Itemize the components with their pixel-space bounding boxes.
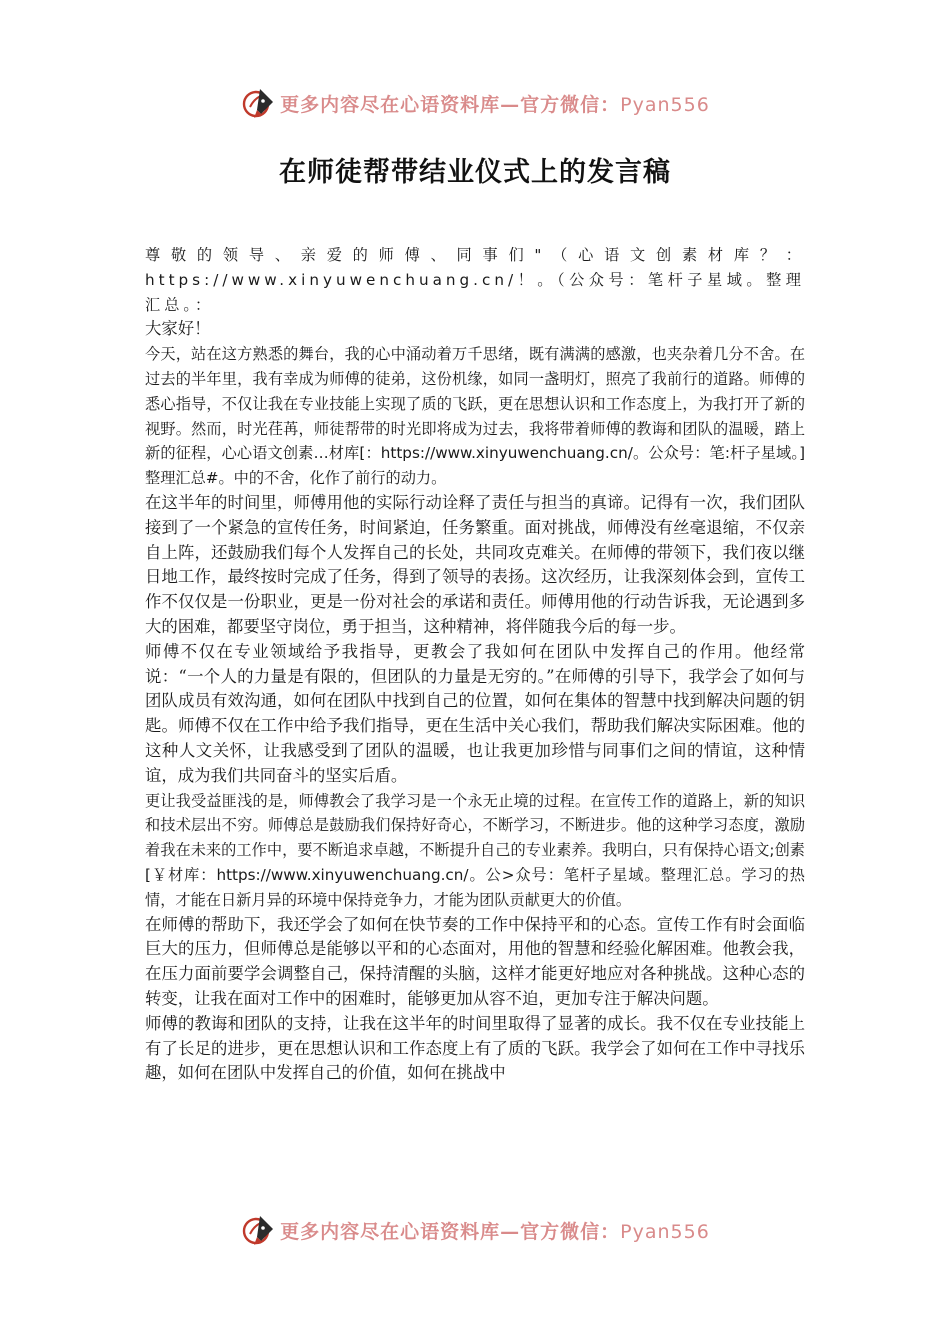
paragraph: 师傅不仅在专业领域给予我指导，更教会了我如何在团队中发挥自己的作用。他经常说：“一个人的力量是有限的，但团队的力量是无穷的。”在师傅的引导下，我学会了如何与团队成员有效沟通，如何在团队中找到自己的位置，如何在集体的智慧中找到解决问题的钥匙。师傅不仅在工作中给予我们指导，更在生活中关心我们，帮助我们解决实际困难。他的这种人文关怀，让我感受到了团队的温暖，也让我更加珍惜与同事们之间的情谊，这种情谊，成为我们共同奋斗的坚实后盾。 bbox=[145, 641, 805, 785]
footer-banner bbox=[0, 1210, 950, 1250]
pen-logo-icon bbox=[240, 85, 276, 121]
banner-text: 更多内容尽在心语资料库—官方微信：Pyan556 bbox=[280, 1220, 710, 1243]
paragraph: 师傅的教诲和团队的支持，让我在这半年的时间里取得了显著的成长。我不仅在专业技能上有了长足的进步，更在思想认识和工作态度上有了质的飞跃。我学会了如何在工作中寻找乐趣，如何在团队中发挥自己的价值，如何在挑战中 bbox=[145, 1013, 805, 1083]
document-body bbox=[145, 243, 805, 1086]
salutation-line: 尊敬的领导、亲爱的师傅、同事们"（心语文创素材库？：https://www.xinyuwenchuang.cn/！。（公众号：笔杆子星域。整理汇总。： bbox=[145, 246, 805, 314]
greeting: 大家好！ bbox=[145, 319, 211, 339]
paragraph: 今天，站在这方熟悉的舞台，我的心中涌动着万千思绪，既有满满的感激，也夹杂着几分不舍。在过去的半年里，我有幸成为师傅的徒弟，这份机缘，如同一盏明灯，照亮了我前行的道路。师傅的悉心指导，不仅让我在专业技能上实现了质的飞跃，更在思想认识和工作态度上，为我打开了新的视野。然而，时光荏苒，师徒帮带的时光即将成为过去，我将带着师傅的教诲和团队的温暖，踏上新的征程，心心语文创素…材库[：https://www.xinyuwenchuang.cn/。公众号：笔:杆子星域。]整理汇总#。中的不舍，化作了前行的动力。 bbox=[145, 345, 805, 488]
paragraph: 更让我受益匪浅的是，师傅教会了我学习是一个永无止境的过程。在宣传工作的道路上，新的知识和技术层出不穷。师傅总是鼓励我们保持好奇心，不断学习，不断进步。他的这种学习态度，激励着我在未来的工作中，要不断追求卓越，不断提升自己的专业素养。我明白，只有保持心语文;创素[￥材库：https://www.xinyuwenchuang.cn/。公>众号：笔杆子星域。整理汇总。学习的热情，才能在日新月异的环境中保持竞争力，才能为团队贡献更大的价值。 bbox=[145, 791, 805, 909]
header-banner bbox=[0, 83, 950, 123]
banner-wechat-id: Pyan556 bbox=[620, 1220, 710, 1243]
paragraph: 在这半年的时间里，师傅用他的实际行动诠释了责任与担当的真谛。记得有一次，我们团队接到了一个紧急的宣传任务，时间紧迫，任务繁重。面对挑战，师傅没有丝毫退缩，不仅亲自上阵，还鼓励我们每个人发挥自己的长处，共同攻克难关。在师傅的带领下，我们夜以继日地工作，最终按时完成了任务，得到了领导的表扬。这次经历，让我深刻体会到，宣传工作不仅仅是一份职业，更是一份对社会的承诺和责任。师傅用他的行动告诉我，无论遇到多大的困难，都要坚守岗位，勇于担当，这种精神，将伴随我今后的每一步。 bbox=[145, 492, 805, 636]
document-title: 在师徒帮带结业仪式上的发言稿 bbox=[279, 157, 671, 188]
banner-wechat-id: Pyan556 bbox=[620, 93, 710, 116]
paragraph: 在师傅的帮助下，我还学会了如何在快节奏的工作中保持平和的心态。宣传工作有时会面临巨大的压力，但师傅总是能够以平和的心态面对，用他的智慧和经验化解困难。他教会我，在压力面前要学会调整自己，保持清醒的头脑，这样才能更好地应对各种挑战。这种心态的转变，让我在面对工作中的困难时，能够更加从容不迫，更加专注于解决问题。 bbox=[145, 914, 805, 1008]
pen-logo-icon bbox=[240, 1212, 276, 1248]
banner-text: 更多内容尽在心语资料库—官方微信：Pyan556 bbox=[280, 93, 710, 116]
